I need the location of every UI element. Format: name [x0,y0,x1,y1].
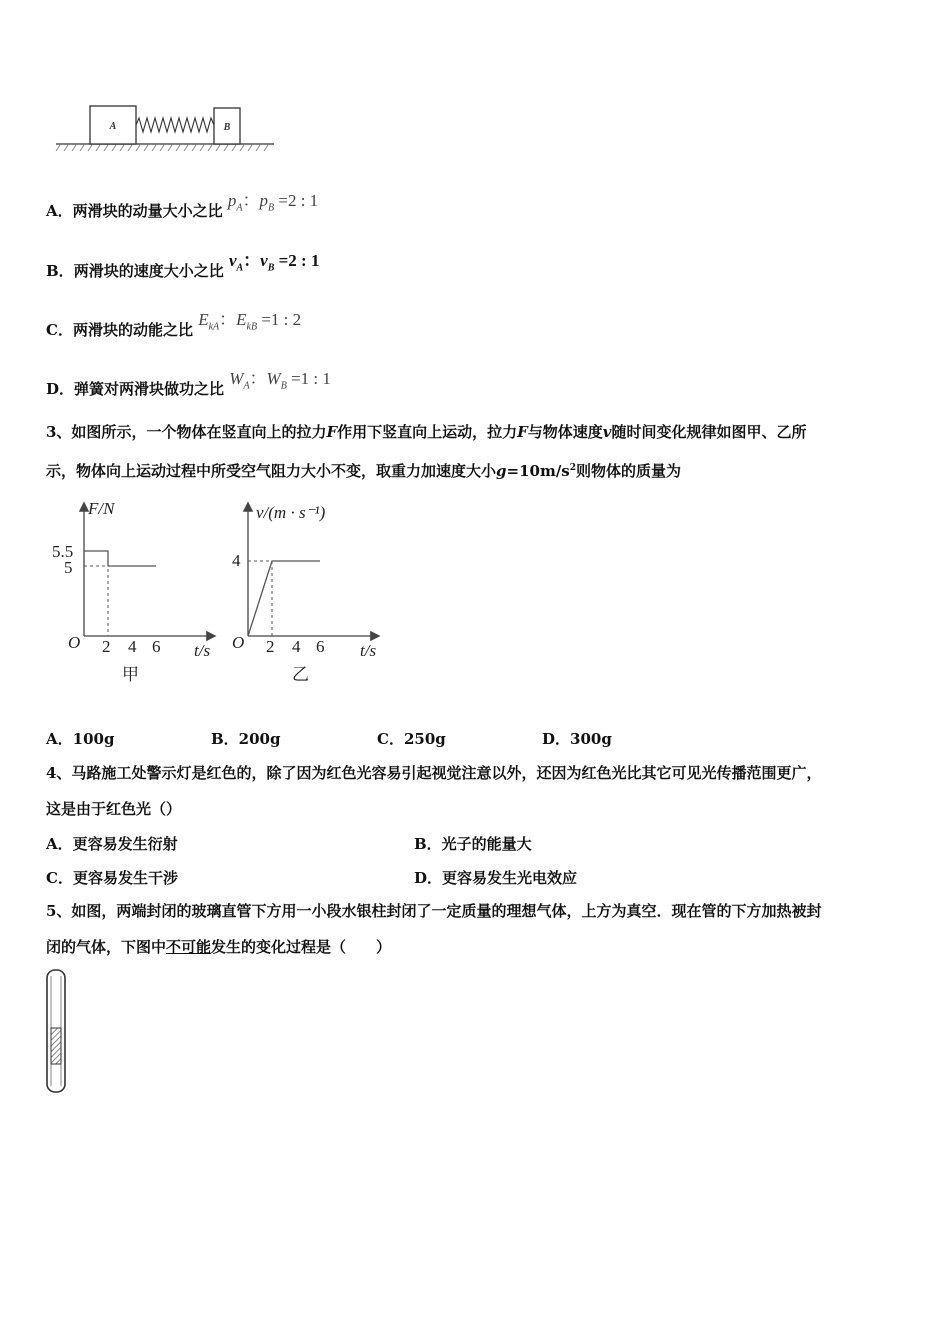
glass-tube-figure [40,966,72,1098]
q4-option-d: D．更容易发生光电效应 [414,869,578,887]
x-tick-2: 2 [266,637,275,656]
block-b-label: B [223,122,231,133]
formula-a: $p_A$：$p_B =2$ : 1 [227,191,319,214]
formula-d: $W_A$：$W_B =1$ : 1 [229,369,331,392]
chart-velocity-time [220,496,400,696]
y-axis-label: v/(m · s⁻¹) [256,503,326,522]
velocity-series-line [248,561,320,636]
spring [136,118,214,132]
x-tick-2: 2 [102,637,111,656]
option-c: C．两滑块的动能之比 $E_{kA}$：$E_{kB} =1$ : 2 [46,310,302,339]
mercury-column [51,1028,61,1064]
x-tick-6: 6 [152,637,161,656]
question-4-line-1: 4、马路施工处警示灯是红色的，除了因为红色光容易引起视觉注意以外，还因为红色光比其它可见光传播范围更广， [46,764,822,782]
x-tick-4: 4 [128,637,137,656]
x-tick-4: 4 [292,637,301,656]
x-tick-6: 6 [316,637,325,656]
spring-blocks-figure [52,98,282,158]
question-4-line-2: 这是由于红色光（） [46,800,182,818]
q3-option-d: D．300g [542,730,612,748]
formula-c: $E_{kA}$：$E_{kB} =1$ : 2 [198,310,302,333]
origin-label: O [68,633,81,652]
option-b: B．两滑块的速度大小之比 $v_A$：$v_B =2$ : 1 [46,251,320,280]
y-tick-5: 5 [64,558,73,577]
question-5 [46,893,906,965]
y-tick-4: 4 [232,551,241,570]
question-3-line-1: 3、如图所示，一个物体在竖直向上的拉力F作用下竖直向上运动，拉力F与物体速度v随时间变化规律如图甲、乙所 [46,423,807,441]
option-d: D．弹簧对两滑块做功之比 $W_A$：$W_B =1$ : 1 [46,369,331,398]
question-3-line-2: 示，物体向上运动过程中所受空气阻力大小不变，取重力加速度大小$g=10m/s^2$则物体的质量为 [46,462,682,480]
block-a-label: A [109,121,117,132]
question-4 [46,755,906,827]
y-axis-label: F/N [88,499,115,518]
chart-title-yi: 乙 [292,665,309,684]
force-series-line [84,551,156,566]
question-3 [46,414,906,489]
q4-option-b: B．光子的能量大 [414,835,532,853]
option-a: A．两滑块的动量大小之比 $p_A$：$p_B =2$ : 1 [46,191,319,220]
q3-option-a: A．100g [46,730,115,748]
chart-title-jia: 甲 [122,665,139,684]
q3-option-b: B．200g [211,730,281,748]
ground [56,144,274,151]
origin-label: O [232,633,245,652]
q4-option-c: C．更容易发生干涉 [46,869,178,887]
x-axis-label: t/s [360,641,377,660]
q4-option-a: A．更容易发生衍射 [46,835,178,853]
question-5-line-2: 闭的气体，下图中不可能发生的变化过程是（ ） [46,938,392,956]
formula-b: $v_A$：$v_B =2$ : 1 [228,251,320,274]
q3-option-c: C．250g [377,730,446,748]
y-tick-5-5: 5.5 [52,542,74,561]
chart-force-time [46,496,226,696]
question-5-line-1: 5、如图，两端封闭的玻璃直管下方用一小段水银柱封闭了一定质量的理想气体，上方为真空．现在管的下方加热被封 [46,902,822,920]
x-axis-label: t/s [194,641,211,660]
